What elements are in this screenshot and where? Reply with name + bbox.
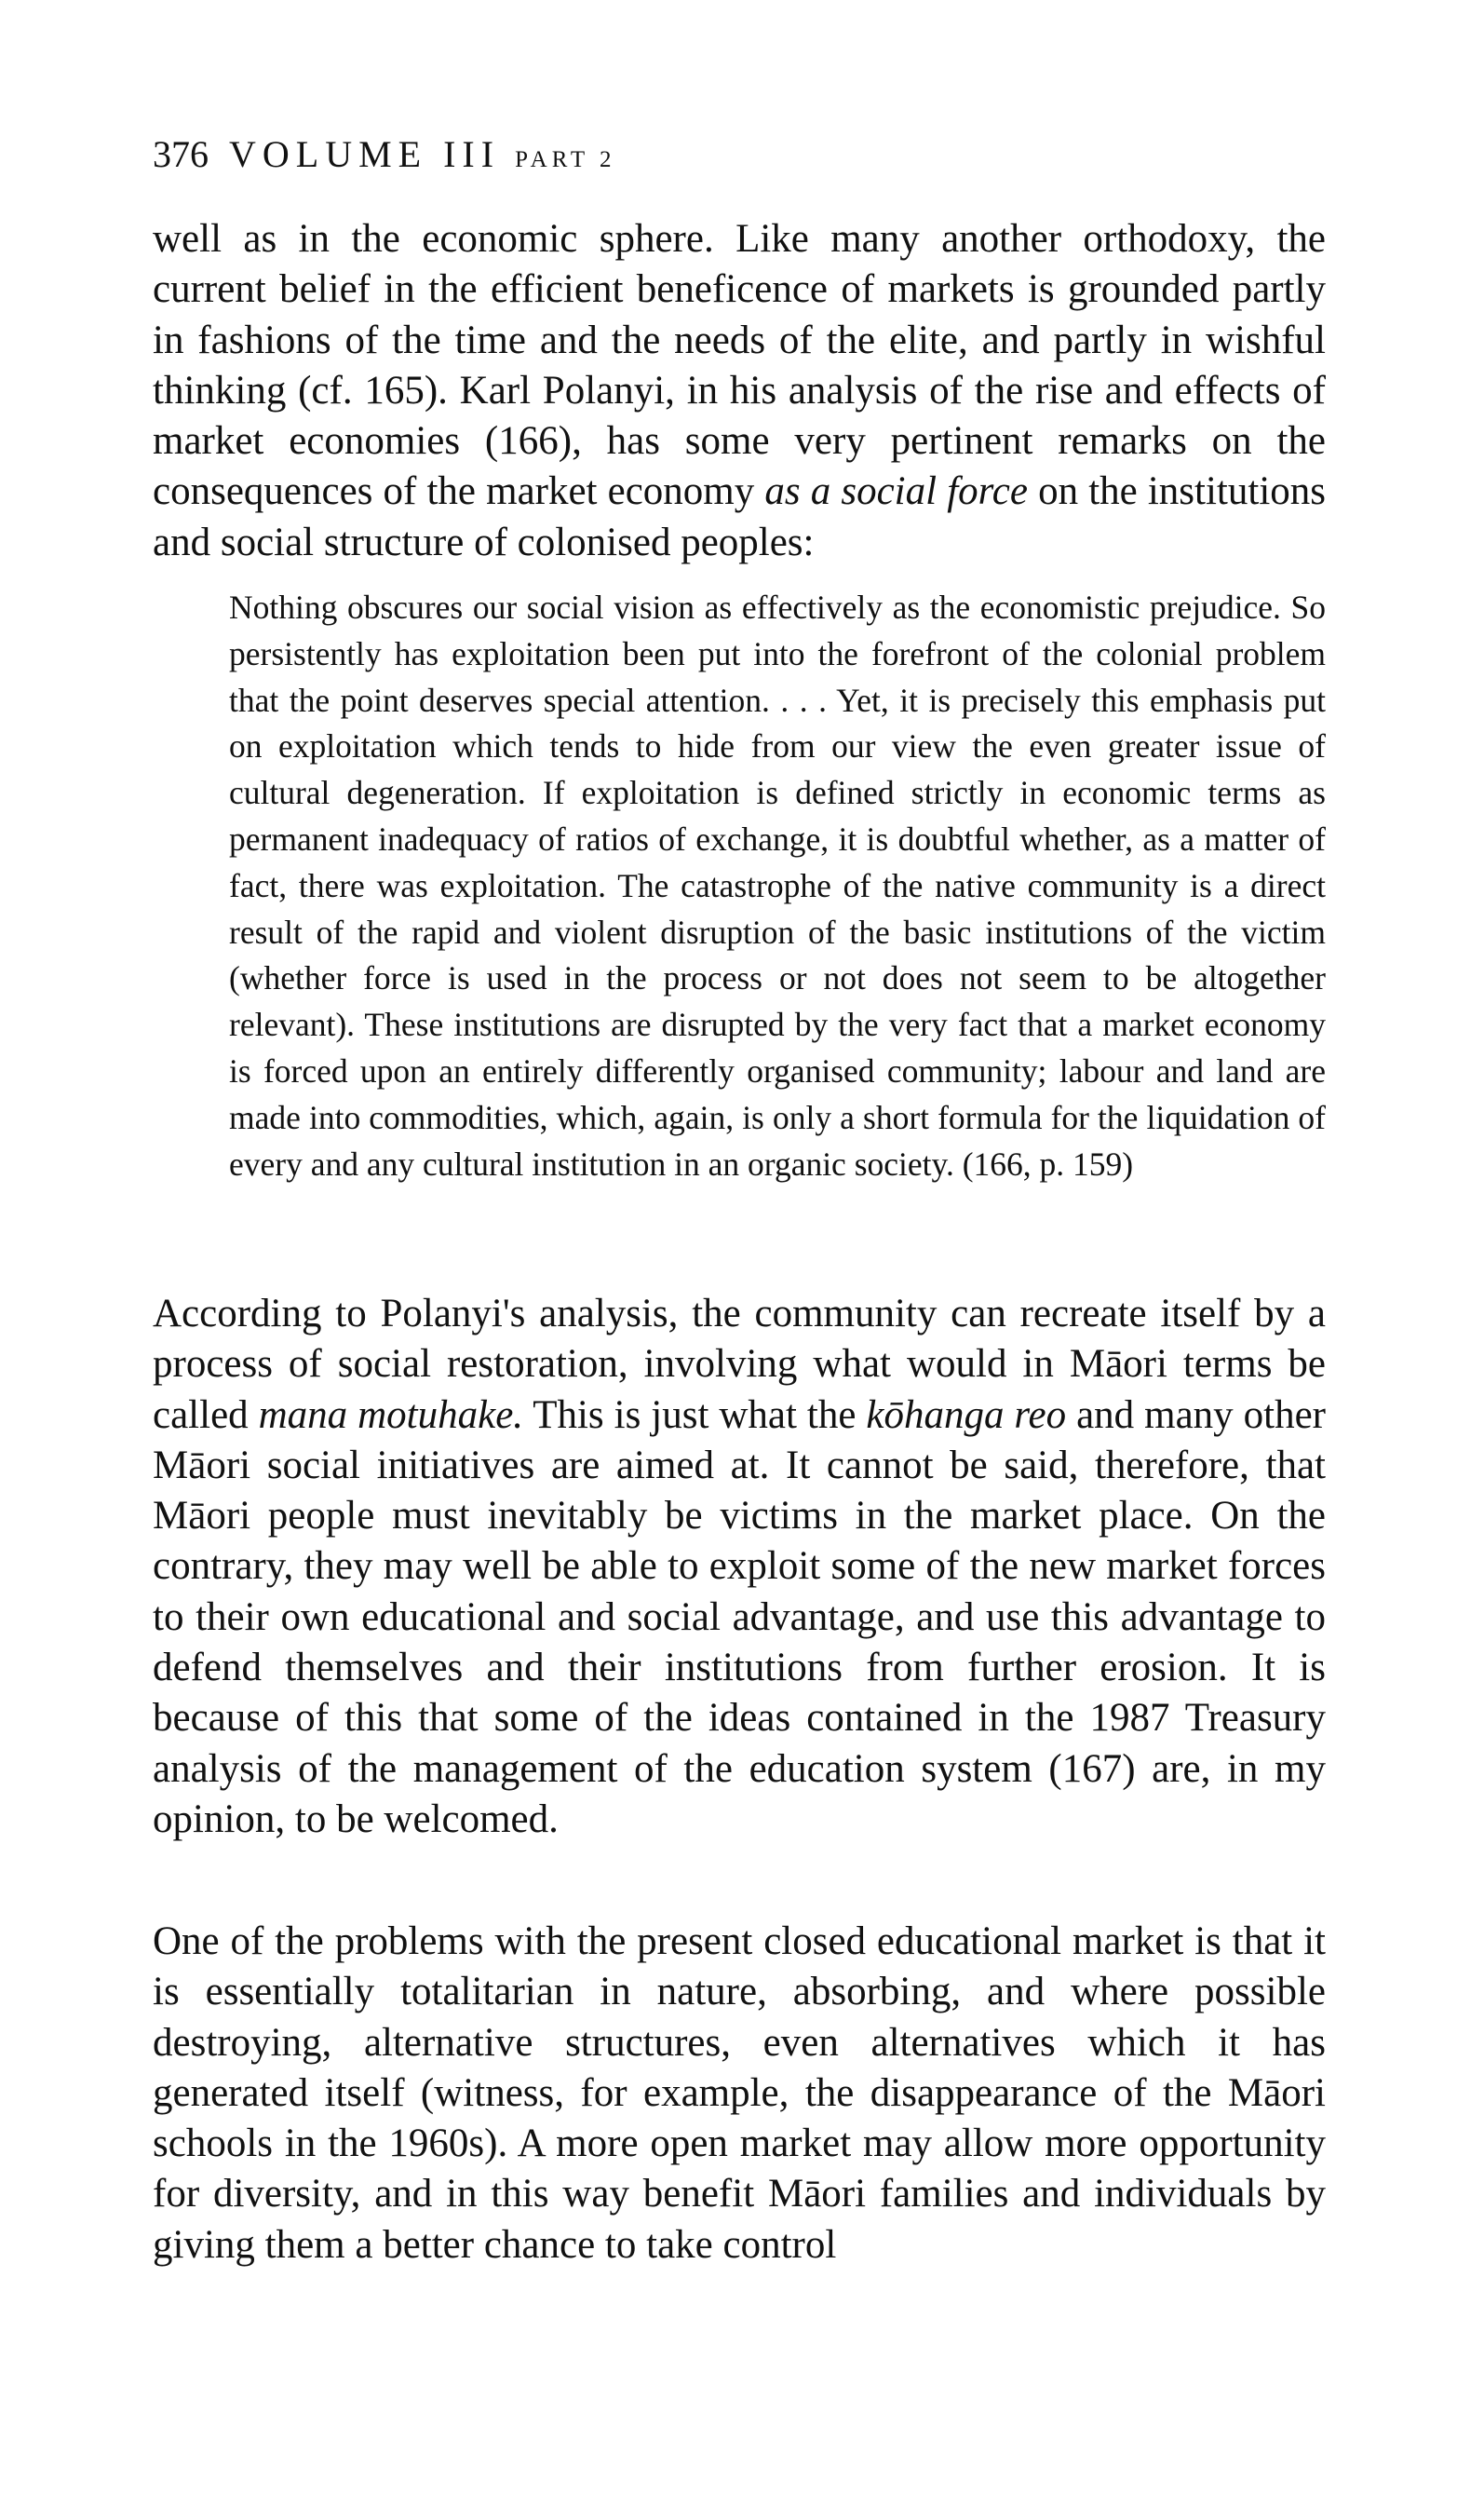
volume-label: VOLUME III xyxy=(229,133,501,175)
paragraph-text: well as in the economic sphere. Like many another orthodoxy, the current belief in the efficient beneficence of markets is grounded partly in fashions of the time and the needs of the elite, and partly in wishful thinking (cf. 165). Karl Polanyi, in his analysis of the rise and effects of market economies (166), has some very pertinent remarks on the consequences of the market economy xyxy=(153,217,1326,514)
paragraph-text: According to Polanyi's analysis, the community can recreate itself by a process of social restoration, involving what would in Māori terms be called xyxy=(153,1292,1326,1437)
page-number: 376 xyxy=(153,133,209,175)
paragraph-text: and many other Māori social initiatives are aimed at. It cannot be said, therefore, that Māori people must inevitably be victims in the market place. On the contrary, they may well be able to exploit some of the new market forces to their own educational and social advantage, and use this advantage to defend themselves and their institutions from further erosion. It is because of this that some of the ideas contained in the 1987 Treasury analysis of the management of the education system (167) are, in my opinion, to be welcomed. xyxy=(153,1392,1326,1841)
running-head xyxy=(153,130,615,184)
body-paragraph-1 xyxy=(153,214,1326,568)
italic-phrase: kōhanga reo xyxy=(866,1392,1067,1437)
body-paragraph-3: One of the problems with the present closed educational market is that it is essentially totalitarian in nature, absorbing, and where possible destroying, alternative structures, even alternatives which it has generated itself (witness, for example, the disappearance of the Māori schools in the 1960s). A more open market may allow more opportunity for diversity, and in this way benefit Māori families and individuals by giving them a better chance to take control xyxy=(153,1919,1326,2267)
body-paragraph-2 xyxy=(153,1289,1326,1845)
part-label: PART 2 xyxy=(515,147,616,172)
italic-phrase: as a social force xyxy=(764,469,1028,514)
paragraph-text: This is just what the xyxy=(523,1392,867,1437)
italic-phrase: mana motuhake. xyxy=(258,1392,524,1437)
paragraph-text: on the institutions and social structure of colonised peoples: xyxy=(153,469,1327,564)
block-quote: Nothing obscures our social vision as effectively as the economistic prejudice. So persistently has exploitation been put into the forefront of the colonial problem that the point deserves special attention. . . . Yet, it is precisely this emphasis put on exploitation which tends to hide from our view the even greater issue of cultural degeneration. If exploitation is defined strictly in economic terms as permanent inadequacy of ratios of exchange, it is doubtful whether, as a matter of fact, there was exploitation. The catastrophe of the native community is a direct result of the rapid and violent disruption of the basic institutions of the victim (whether force is used in the process or not does not seem to be altogether relevant). These institutions are disrupted by the very fact that a market economy is forced upon an entirely differently organised community; labour and land are made into commodities, which, again, is only a short formula for the liquidation of every and any cultural institution in an organic society. (166, p. 159) xyxy=(229,589,1326,1183)
